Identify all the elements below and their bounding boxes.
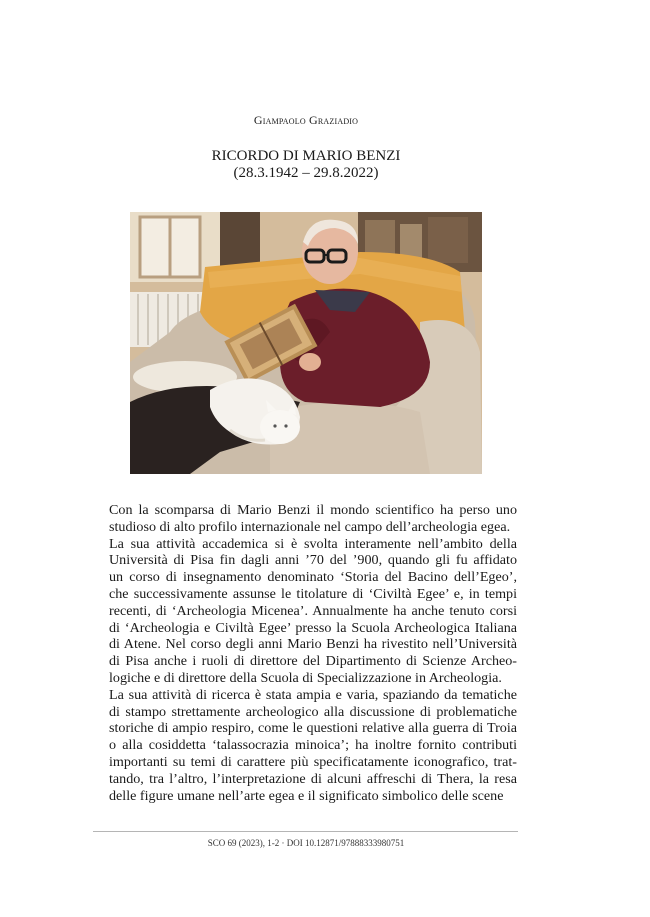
title-main: RICORDO DI MARIO BENZI: [211, 148, 401, 164]
text-line: delle figure umane nell’arte egea e il significato simbolico delle scene: [109, 787, 504, 804]
paragraph-1: [109, 502, 517, 536]
text-line: di Atene. Nel corso degli anni Mario Benzi ha rivestito nell’Università: [109, 636, 517, 653]
author-name: Giampaolo Graziadio: [253, 113, 359, 127]
text-line: un corso di insegnamento denominato ‘Storia del Bacino dell’Egeo’,: [109, 569, 517, 586]
text-line: di Pisa anche i ruoli di direttore del Dipartimento di Scienze Archeo-: [109, 653, 517, 670]
text-line: tando, tra l’altro, l’interpretazione di alcuni affreschi di Thera, la resa: [109, 770, 517, 787]
text-line: logiche e di direttore della Scuola di Specializzazione in Archeologia.: [109, 669, 502, 686]
text-line: recenti, di ‘Archeologia Micenea’. Annualmente ha anche tenuto corsi: [109, 602, 517, 619]
text-line: di ‘Archeologia e Civiltà Egee’ presso la Scuola Archeologica Italiana: [109, 619, 517, 636]
paragraph-2: [109, 536, 517, 687]
paragraph-3: [109, 687, 517, 805]
text-line: La sua attività accademica si è svolta interamente nell’ambito della: [109, 535, 517, 552]
text-line: La sua attività di ricerca è stata ampia e varia, spaziando da tematiche: [109, 686, 517, 703]
article-title: [0, 148, 612, 182]
text-line: importanti su temi di carattere più specificatamente iconografico, trat-: [109, 753, 517, 770]
text-line: studioso di alto profilo internazionale nel campo dell’archeologia egea.: [109, 518, 511, 535]
title-dates: (28.3.1942 – 29.8.2022): [233, 165, 379, 181]
footer-rule: [93, 831, 518, 832]
text-line: storiche di ampio respiro, come le questioni relative alla guerra di Troia: [109, 720, 517, 737]
text-line: di stampo strettamente archeologico alla discussione di problematiche: [109, 703, 517, 720]
text-line: Università di Pisa fin dagli anni ’70 del ’900, quando gli fu affidato: [109, 552, 517, 569]
text-line: Con la scomparsa di Mario Benzi il mondo scientifico ha perso uno: [109, 502, 517, 518]
portrait-photo: [130, 212, 482, 474]
text-line: o alla cosiddetta ‘talassocrazia minoica’; ha inoltre fornito contributi: [109, 737, 517, 754]
article-body: [109, 502, 517, 804]
footer-citation: SCO 69 (2023), 1-2 · DOI 10.12871/97888333980751: [207, 838, 405, 848]
text-line: che successivamente assunse le titolature di ‘Civiltà Egee’ e, in tempi: [109, 585, 517, 602]
